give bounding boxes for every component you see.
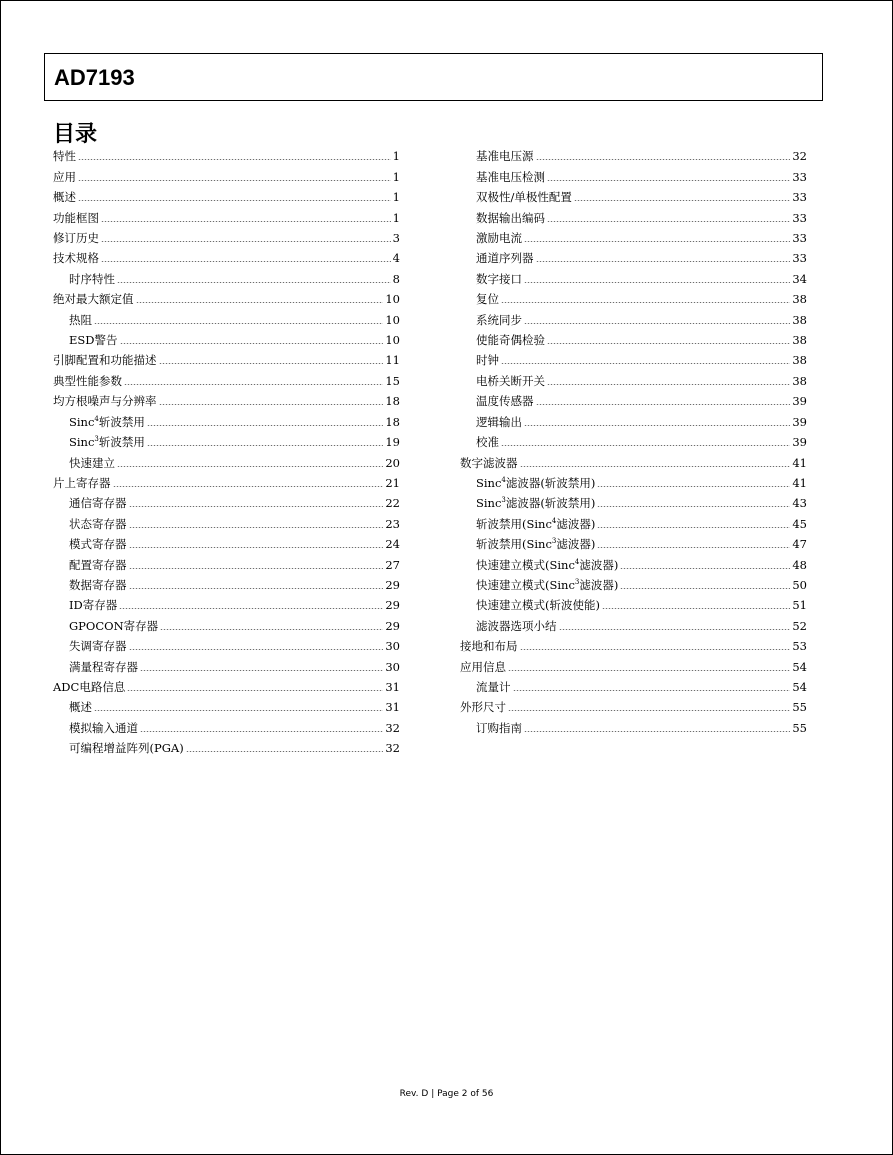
toc-entry-label: 绝对最大额定值 bbox=[53, 292, 134, 307]
toc-column-right bbox=[460, 144, 807, 736]
toc-entry[interactable] bbox=[53, 307, 400, 327]
toc-entry-page: 33 bbox=[792, 190, 807, 205]
toc-entry-label: 功能框图 bbox=[53, 210, 99, 225]
toc-entry-page: 22 bbox=[385, 496, 400, 511]
toc-entry-page: 32 bbox=[385, 720, 400, 735]
toc-leader-dots bbox=[524, 323, 790, 324]
toc-entry[interactable] bbox=[53, 164, 400, 184]
toc-entry-page: 32 bbox=[792, 149, 807, 164]
toc-leader-dots bbox=[547, 384, 790, 385]
toc-leader-dots bbox=[574, 200, 790, 201]
toc-entry[interactable] bbox=[53, 409, 400, 429]
toc-leader-dots bbox=[119, 608, 383, 609]
toc-entry[interactable] bbox=[460, 471, 807, 491]
toc-entry-page: 3 bbox=[392, 231, 400, 246]
toc-entry-label: 逻辑输出 bbox=[476, 414, 522, 429]
toc-entry[interactable] bbox=[53, 287, 400, 307]
toc-leader-dots bbox=[597, 527, 790, 528]
page-footer: Rev. D | Page 2 of 56 bbox=[399, 1089, 494, 1099]
toc-leader-dots bbox=[536, 404, 791, 405]
toc-leader-dots bbox=[536, 261, 791, 262]
toc-entry[interactable] bbox=[53, 593, 400, 613]
toc-entry-label: 滤波器选项小结 bbox=[476, 618, 557, 633]
toc-entry-page: 43 bbox=[792, 496, 807, 511]
toc-entry-label: 数字滤波器 bbox=[460, 455, 518, 470]
toc-entry-page: 10 bbox=[385, 333, 400, 348]
toc-leader-dots bbox=[101, 241, 391, 242]
toc-leader-dots bbox=[140, 731, 383, 732]
toc-entry-page: 41 bbox=[792, 455, 807, 470]
toc-entry[interactable] bbox=[53, 634, 400, 654]
toc-entry-page: 24 bbox=[385, 537, 400, 552]
toc-entry-label: 均方根噪声与分辨率 bbox=[53, 394, 157, 409]
toc-leader-dots bbox=[147, 425, 383, 426]
toc-entry-label: 快速建立模式(斩波使能) bbox=[476, 598, 600, 613]
toc-entry[interactable] bbox=[53, 695, 400, 715]
toc-entry-page: 48 bbox=[792, 557, 807, 572]
toc-entry-page: 10 bbox=[385, 292, 400, 307]
toc-entry-page: 50 bbox=[792, 577, 807, 592]
toc-entry-label: 快速建立模式(Sinc$^4$滤波器) bbox=[476, 557, 619, 572]
toc-entry-page: 8 bbox=[392, 271, 400, 286]
toc-entry-page: 38 bbox=[792, 292, 807, 307]
toc-entry[interactable] bbox=[53, 389, 400, 409]
toc-entry[interactable] bbox=[53, 654, 400, 674]
toc-entry-page: 34 bbox=[792, 271, 807, 286]
toc-leader-dots bbox=[501, 445, 790, 446]
toc-entry[interactable] bbox=[53, 532, 400, 552]
toc-leader-dots bbox=[127, 690, 383, 691]
toc-entry-label: 时钟 bbox=[476, 353, 499, 368]
toc-leader-dots bbox=[129, 527, 384, 528]
toc-entry[interactable] bbox=[460, 573, 807, 593]
toc-column-left bbox=[53, 144, 400, 756]
toc-entry-page: 39 bbox=[792, 435, 807, 450]
toc-entry-page: 29 bbox=[385, 598, 400, 613]
toc-entry-page: 38 bbox=[792, 353, 807, 368]
toc-entry-label: 失调寄存器 bbox=[69, 639, 127, 654]
toc-entry[interactable] bbox=[53, 348, 400, 368]
toc-entry-page: 32 bbox=[385, 741, 400, 756]
toc-leader-dots bbox=[536, 159, 791, 160]
toc-leader-dots bbox=[136, 302, 384, 303]
toc-entry[interactable] bbox=[53, 185, 400, 205]
toc-entry-label: 时序特性 bbox=[69, 271, 115, 286]
toc-entry[interactable] bbox=[53, 613, 400, 633]
toc-entry-page: 52 bbox=[792, 618, 807, 633]
toc-leader-dots bbox=[140, 670, 383, 671]
toc-entry-page: 18 bbox=[385, 414, 400, 429]
toc-entry-page: 31 bbox=[385, 700, 400, 715]
toc-leader-dots bbox=[508, 670, 790, 671]
toc-entry[interactable] bbox=[53, 450, 400, 470]
toc-leader-dots bbox=[547, 221, 790, 222]
toc-entry-page: 38 bbox=[792, 373, 807, 388]
toc-entry-page: 47 bbox=[792, 537, 807, 552]
toc-entry-label: Sinc$^3$滤波器(斩波禁用) bbox=[476, 496, 596, 511]
toc-leader-dots bbox=[620, 588, 790, 589]
toc-leader-dots bbox=[101, 261, 391, 262]
toc-entry-label: 订购指南 bbox=[476, 720, 522, 735]
toc-leader-dots bbox=[113, 486, 384, 487]
toc-entry-label: 双极性/单极性配置 bbox=[476, 190, 572, 205]
toc-leader-dots bbox=[524, 731, 790, 732]
toc-entry-page: 4 bbox=[392, 251, 400, 266]
toc-leader-dots bbox=[547, 180, 790, 181]
toc-entry-label: 数字接口 bbox=[476, 271, 522, 286]
toc-entry-label: 通信寄存器 bbox=[69, 496, 127, 511]
toc-entry-page: 31 bbox=[385, 679, 400, 694]
toc-entry-label: 热阻 bbox=[69, 312, 92, 327]
toc-leader-dots bbox=[597, 486, 790, 487]
toc-entry[interactable] bbox=[53, 368, 400, 388]
toc-entry[interactable] bbox=[460, 185, 807, 205]
toc-entry[interactable] bbox=[460, 532, 807, 552]
toc-entry-page: 11 bbox=[385, 353, 400, 368]
toc-leader-dots bbox=[124, 384, 383, 385]
toc-entry[interactable] bbox=[460, 409, 807, 429]
toc-entry-label: 复位 bbox=[476, 292, 499, 307]
toc-entry-label: 典型性能参数 bbox=[53, 373, 122, 388]
toc-entry[interactable] bbox=[53, 471, 400, 491]
toc-entry-page: 39 bbox=[792, 414, 807, 429]
toc-entry-page: 1 bbox=[392, 190, 400, 205]
toc-entry[interactable] bbox=[53, 511, 400, 531]
toc-entry-label: 温度传感器 bbox=[476, 394, 534, 409]
toc-entry-label: 校准 bbox=[476, 435, 499, 450]
toc-entry[interactable] bbox=[460, 450, 807, 470]
toc-entry[interactable] bbox=[53, 573, 400, 593]
toc-entry[interactable] bbox=[460, 675, 807, 695]
toc-entry[interactable] bbox=[460, 389, 807, 409]
toc-entry-page: 29 bbox=[385, 577, 400, 592]
toc-entry-label: 数据寄存器 bbox=[69, 577, 127, 592]
toc-leader-dots bbox=[78, 200, 391, 201]
toc-leader-dots bbox=[159, 363, 384, 364]
toc-entry-label: 激励电流 bbox=[476, 231, 522, 246]
toc-entry-label: 流量计 bbox=[476, 679, 511, 694]
toc-leader-dots bbox=[559, 629, 791, 630]
toc-entry-page: 33 bbox=[792, 210, 807, 225]
toc-heading: 目录 bbox=[53, 122, 98, 147]
toc-leader-dots bbox=[117, 466, 383, 467]
toc-entry-label: ESD警告 bbox=[69, 333, 118, 348]
toc-leader-dots bbox=[597, 506, 790, 507]
toc-leader-dots bbox=[94, 710, 383, 711]
toc-entry[interactable] bbox=[53, 205, 400, 225]
toc-leader-dots bbox=[524, 282, 790, 283]
toc-entry-page: 1 bbox=[392, 149, 400, 164]
toc-entry-label: Sinc$^4$斩波禁用 bbox=[69, 414, 145, 429]
toc-leader-dots bbox=[94, 323, 383, 324]
toc-entry-page: 55 bbox=[792, 700, 807, 715]
toc-entry[interactable] bbox=[53, 246, 400, 266]
toc-entry[interactable] bbox=[460, 348, 807, 368]
toc-entry-label: GPOCON寄存器 bbox=[69, 618, 159, 633]
toc-leader-dots bbox=[101, 221, 391, 222]
toc-entry-label: 数据输出编码 bbox=[476, 210, 545, 225]
toc-entry-label: Sinc$^4$滤波器(斩波禁用) bbox=[476, 475, 596, 490]
toc-entry[interactable] bbox=[460, 511, 807, 531]
toc-entry-page: 23 bbox=[385, 516, 400, 531]
toc-entry-label: 概述 bbox=[53, 190, 76, 205]
toc-entry-page: 53 bbox=[792, 639, 807, 654]
toc-entry[interactable] bbox=[53, 430, 400, 450]
toc-entry[interactable] bbox=[460, 430, 807, 450]
toc-leader-dots bbox=[513, 690, 791, 691]
toc-entry-page: 54 bbox=[792, 659, 807, 674]
document-header bbox=[44, 53, 823, 101]
toc-entry-label: 系统同步 bbox=[476, 312, 522, 327]
toc-entry[interactable] bbox=[460, 164, 807, 184]
toc-leader-dots bbox=[524, 241, 790, 242]
toc-entry-page: 45 bbox=[792, 516, 807, 531]
toc-entry-label: 应用信息 bbox=[460, 659, 506, 674]
toc-entry-page: 41 bbox=[792, 475, 807, 490]
toc-entry[interactable] bbox=[53, 715, 400, 735]
toc-entry-page: 33 bbox=[792, 231, 807, 246]
toc-entry[interactable] bbox=[53, 226, 400, 246]
toc-entry[interactable] bbox=[460, 307, 807, 327]
toc-entry-label: Sinc$^3$斩波禁用 bbox=[69, 435, 145, 450]
toc-entry-label: 技术规格 bbox=[53, 251, 99, 266]
toc-entry-page: 1 bbox=[392, 210, 400, 225]
toc-leader-dots bbox=[597, 547, 790, 548]
toc-entry-label: 配置寄存器 bbox=[69, 557, 127, 572]
document-title: AD7193 bbox=[54, 65, 135, 90]
toc-leader-dots bbox=[159, 404, 384, 405]
toc-entry-label: 快速建立 bbox=[69, 455, 115, 470]
toc-entry-label: ID寄存器 bbox=[69, 598, 118, 613]
toc-entry[interactable] bbox=[460, 593, 807, 613]
toc-entry-page: 21 bbox=[385, 475, 400, 490]
toc-entry-label: 电桥关断开关 bbox=[476, 373, 545, 388]
toc-entry[interactable] bbox=[460, 246, 807, 266]
toc-entry[interactable] bbox=[53, 328, 400, 348]
toc-leader-dots bbox=[129, 568, 384, 569]
toc-leader-dots bbox=[602, 608, 790, 609]
toc-leader-dots bbox=[520, 466, 791, 467]
toc-entry[interactable] bbox=[460, 144, 807, 164]
toc-leader-dots bbox=[160, 629, 383, 630]
toc-entry-page: 54 bbox=[792, 679, 807, 694]
toc-entry-page: 20 bbox=[385, 455, 400, 470]
toc-entry-label: 外形尺寸 bbox=[460, 700, 506, 715]
toc-leader-dots bbox=[508, 710, 790, 711]
toc-leader-dots bbox=[147, 445, 383, 446]
toc-entry-page: 15 bbox=[385, 373, 400, 388]
toc-leader-dots bbox=[129, 588, 384, 589]
toc-entry-page: 10 bbox=[385, 312, 400, 327]
toc-entry[interactable] bbox=[460, 552, 807, 572]
toc-entry[interactable] bbox=[53, 266, 400, 286]
toc-leader-dots bbox=[520, 649, 791, 650]
toc-entry-label: 模拟输入通道 bbox=[69, 720, 138, 735]
toc-entry-page: 51 bbox=[792, 598, 807, 613]
toc-entry-page: 39 bbox=[792, 394, 807, 409]
toc-leader-dots bbox=[120, 343, 384, 344]
toc-entry-page: 30 bbox=[385, 639, 400, 654]
toc-entry-label: 斩波禁用(Sinc$^4$滤波器) bbox=[476, 516, 596, 531]
toc-entry[interactable] bbox=[460, 715, 807, 735]
toc-entry-page: 33 bbox=[792, 169, 807, 184]
toc-leader-dots bbox=[117, 282, 391, 283]
toc-entry-label: 引脚配置和功能描述 bbox=[53, 353, 157, 368]
toc-leader-dots bbox=[524, 425, 790, 426]
toc-entry-label: 斩波禁用(Sinc$^3$滤波器) bbox=[476, 537, 596, 552]
toc-entry[interactable] bbox=[53, 144, 400, 164]
toc-entry-label: 特性 bbox=[53, 149, 76, 164]
toc-entry-label: 通道序列器 bbox=[476, 251, 534, 266]
toc-entry-label: 概述 bbox=[69, 700, 92, 715]
toc-entry-page: 29 bbox=[385, 618, 400, 633]
toc-entry-label: 修订历史 bbox=[53, 231, 99, 246]
toc-entry-page: 33 bbox=[792, 251, 807, 266]
toc-entry-label: 快速建立模式(Sinc$^3$滤波器) bbox=[476, 577, 619, 592]
toc-entry[interactable] bbox=[53, 736, 400, 756]
toc-entry-label: 基准电压检测 bbox=[476, 169, 545, 184]
toc-entry-page: 38 bbox=[792, 312, 807, 327]
toc-entry[interactable] bbox=[460, 328, 807, 348]
toc-entry[interactable] bbox=[53, 491, 400, 511]
toc-entry-label: 基准电压源 bbox=[476, 149, 534, 164]
toc-entry-page: 19 bbox=[385, 435, 400, 450]
toc-entry-page: 30 bbox=[385, 659, 400, 674]
toc-entry-page: 55 bbox=[792, 720, 807, 735]
toc-entry[interactable] bbox=[460, 205, 807, 225]
toc-entry[interactable] bbox=[460, 368, 807, 388]
toc-leader-dots bbox=[547, 343, 790, 344]
toc-leader-dots bbox=[186, 751, 384, 752]
toc-entry-label: ADC电路信息 bbox=[53, 679, 126, 694]
toc-leader-dots bbox=[620, 568, 790, 569]
toc-leader-dots bbox=[129, 506, 384, 507]
toc-entry-label: 状态寄存器 bbox=[69, 516, 127, 531]
toc-entry-label: 模式寄存器 bbox=[69, 537, 127, 552]
toc-leader-dots bbox=[78, 159, 391, 160]
toc-entry-page: 1 bbox=[392, 169, 400, 184]
toc-entry-label: 满量程寄存器 bbox=[69, 659, 138, 674]
toc-entry[interactable] bbox=[53, 675, 400, 695]
toc-entry[interactable] bbox=[460, 266, 807, 286]
toc-entry[interactable] bbox=[460, 287, 807, 307]
toc-entry[interactable] bbox=[460, 226, 807, 246]
toc-entry-label: 应用 bbox=[53, 169, 76, 184]
toc-entry-page: 27 bbox=[385, 557, 400, 572]
toc-entry-page: 18 bbox=[385, 394, 400, 409]
toc-entry[interactable] bbox=[460, 613, 807, 633]
toc-entry-label: 使能奇偶检验 bbox=[476, 333, 545, 348]
toc-leader-dots bbox=[78, 180, 391, 181]
toc-entry[interactable] bbox=[53, 552, 400, 572]
toc-entry[interactable] bbox=[460, 654, 807, 674]
toc-leader-dots bbox=[501, 302, 790, 303]
toc-leader-dots bbox=[129, 547, 384, 548]
toc-entry[interactable] bbox=[460, 491, 807, 511]
toc-entry-page: 38 bbox=[792, 333, 807, 348]
toc-entry-label: 片上寄存器 bbox=[53, 475, 111, 490]
toc-leader-dots bbox=[129, 649, 384, 650]
toc-leader-dots bbox=[501, 363, 790, 364]
toc-entry-label: 可编程增益阵列(PGA) bbox=[69, 741, 184, 756]
toc-entry[interactable] bbox=[460, 634, 807, 654]
toc-entry[interactable] bbox=[460, 695, 807, 715]
toc-entry-label: 接地和布局 bbox=[460, 639, 518, 654]
